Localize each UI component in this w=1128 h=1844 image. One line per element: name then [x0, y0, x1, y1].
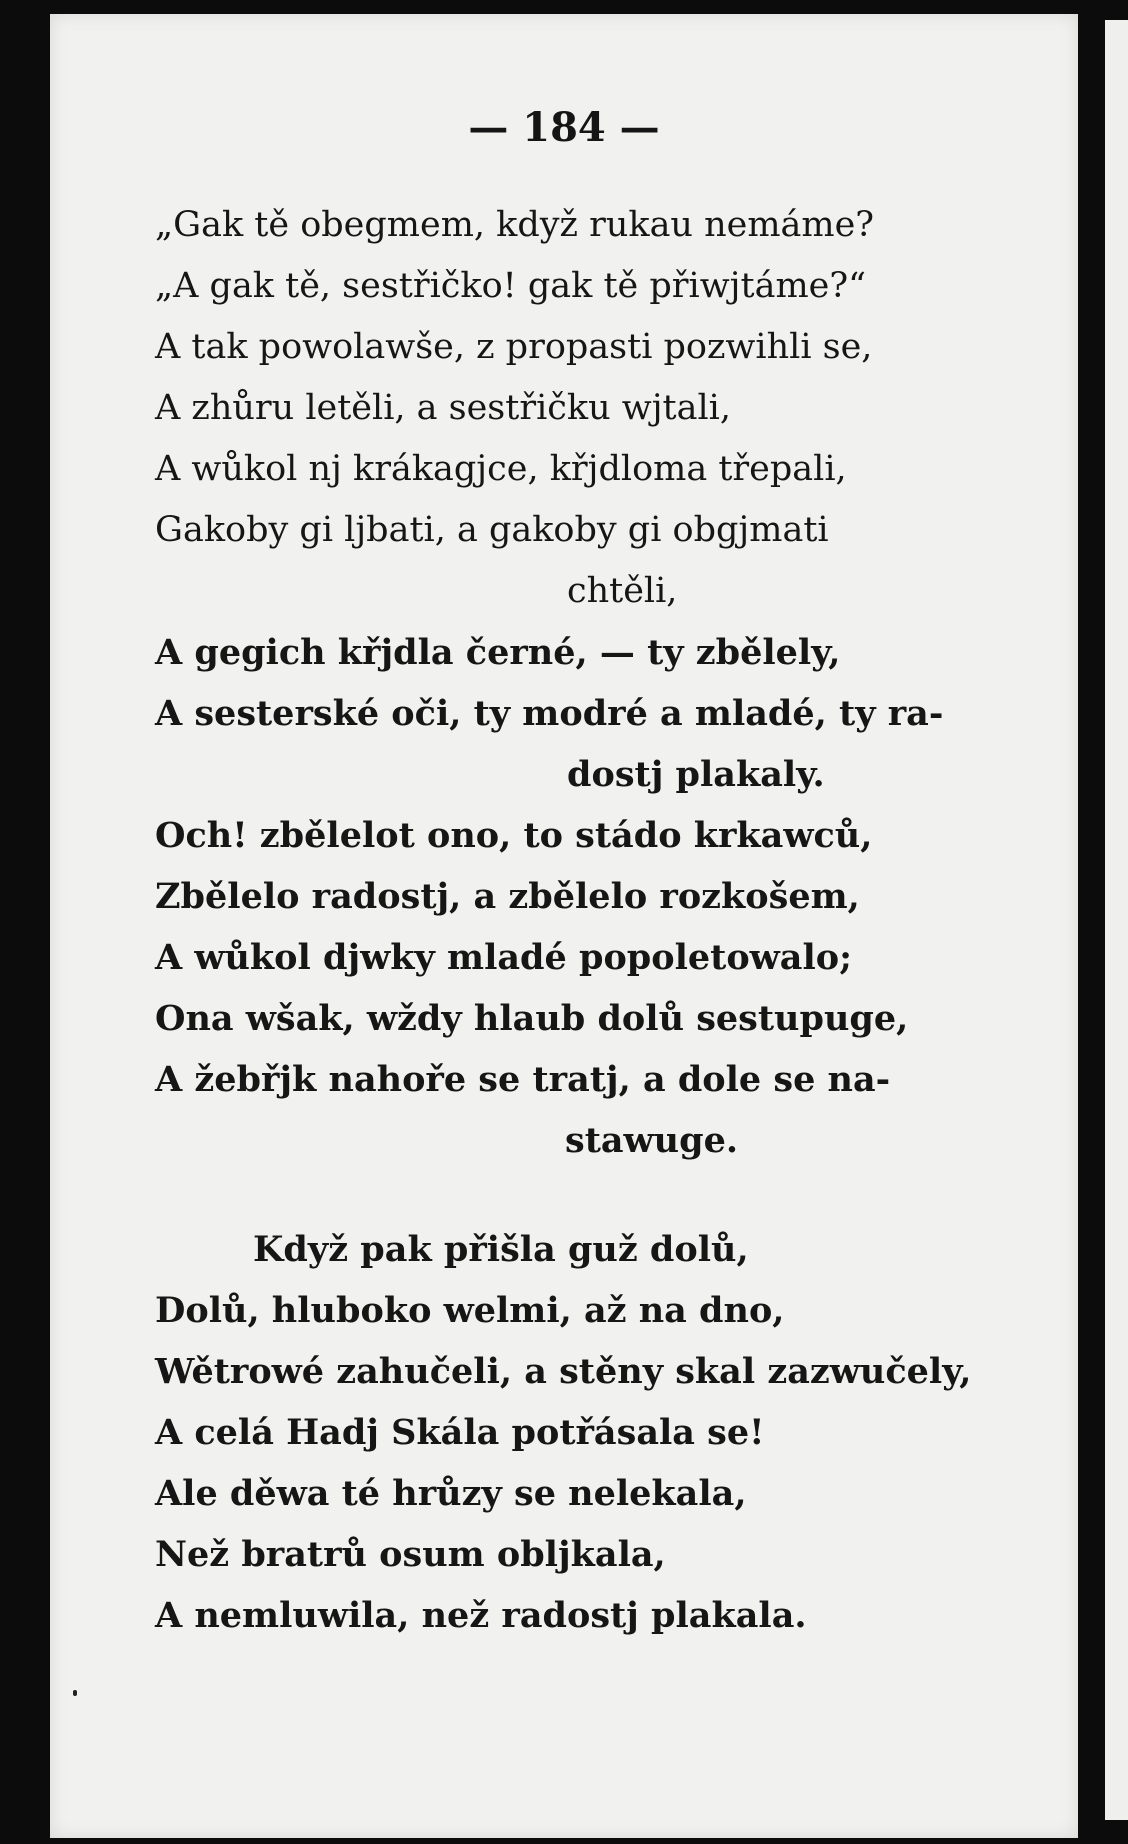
verse-line: Wětrowé zahučeli, a stěny skal zazwučely, [155, 1351, 972, 1392]
verse-line-continuation: dostj plakaly. [567, 754, 825, 795]
verse-line: Ale děwa té hrůzy se nelekala, [155, 1473, 747, 1514]
page-number: — 184 — [468, 104, 660, 151]
verse-line: A wůkol djwky mladé popoletowalo; [155, 937, 853, 978]
verse-line: A žebřjk nahoře se tratj, a dole se na- [155, 1059, 891, 1100]
verse-line: A gegich křjdla černé, — ty zbělely, [155, 632, 841, 673]
stanza-break [155, 1171, 1025, 1219]
verse-line: Když pak přišla guž dolů, [253, 1229, 749, 1270]
verse-line-continuation: stawuge. [565, 1120, 739, 1161]
verse-line: A nemluwila, než radostj plakala. [155, 1595, 807, 1636]
verse-line: Gakoby gi ljbati, a gakoby gi obgjmati [155, 510, 829, 550]
poem-text [155, 195, 1025, 1646]
verse-line: Ona wšak, wždy hlaub dolů sestupuge, [155, 998, 909, 1039]
verse-line: A zhůru letěli, a sestřičku wjtali, [155, 388, 731, 428]
verse-line: Och! zbělelot ono, to stádo krkawců, [155, 815, 873, 856]
verse-line: A wůkol nj krákagjce, křjdloma třepali, [155, 449, 847, 489]
verse-line: Dolů, hluboko welmi, až na dno, [155, 1290, 785, 1331]
verse-line: A celá Hadj Skála potřásala se! [155, 1412, 765, 1453]
verse-line: Zbělelo radostj, a zbělelo rozkošem, [155, 876, 860, 917]
verse-line-continuation: chtěli, [567, 571, 678, 611]
verse-line: A tak powolawše, z propasti pozwihli se, [155, 327, 873, 367]
next-page-edge [1105, 20, 1128, 1820]
verse-line: Než bratrů osum obljkala, [155, 1534, 666, 1575]
ink-speck [73, 1690, 77, 1696]
verse-line: „A gak tě, sestřičko! gak tě přiwjtáme?“ [155, 266, 867, 306]
verse-line: „Gak tě obegmem, když rukau nemáme? [155, 205, 875, 245]
verse-line: A sesterské oči, ty modré a mladé, ty ra- [155, 693, 944, 734]
